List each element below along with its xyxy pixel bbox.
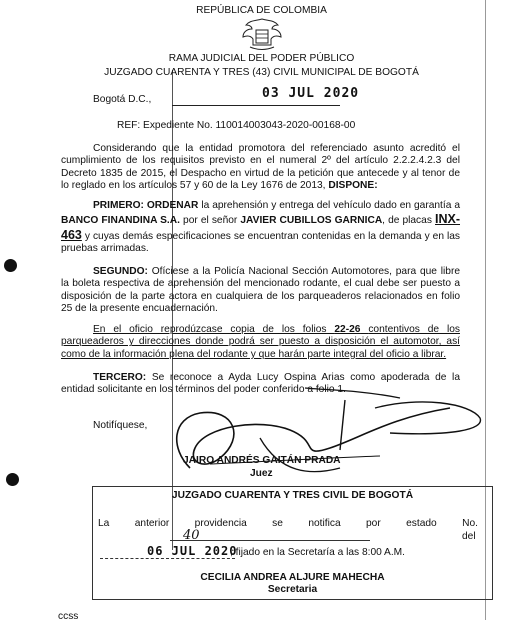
debtor-name: JAVIER CUBILLOS GARNICA xyxy=(240,215,383,227)
punch-hole-top xyxy=(4,259,17,272)
notice-fixed-text: , fijado en la Secretaría a las 8:00 A.M. xyxy=(230,547,405,558)
primero-text-a: la aprehensión y entrega del vehículo dado en garantía a xyxy=(201,200,460,211)
creditor-name: BANCO FINANDINA S.A. xyxy=(61,215,180,227)
notice-word-3: providencia xyxy=(194,518,247,529)
notice-word-2: anterior xyxy=(134,518,170,529)
paragraph-considerando xyxy=(61,143,460,193)
tercero-text: Se reconoce a Ayda Lucy Ospina Arias como apoderada de la entidad solicitante en los términos del poder conferido a folio 1. xyxy=(61,372,460,396)
notice-date-underline xyxy=(100,558,235,559)
city-label: Bogotá D.C., xyxy=(93,94,152,105)
court-name: JUZGADO CUARENTA Y TRES (43) CIVIL MUNICIPAL DE BOGOTÁ xyxy=(104,67,419,78)
primero-text-b: por el señor xyxy=(183,215,238,227)
typist-initials: ccss xyxy=(58,611,79,622)
notify-label: Notifíquese, xyxy=(93,420,148,431)
notice-word-7: estado xyxy=(406,518,437,529)
notice-del: del xyxy=(462,531,476,542)
notice-word-4: se xyxy=(272,518,283,529)
republic-title: REPÚBLICA DE COLOMBIA xyxy=(196,5,327,16)
segundo-label: SEGUNDO: xyxy=(93,266,148,277)
date-stamp: 03 JUL 2020 xyxy=(262,86,360,101)
secretary-role: Secretaria xyxy=(267,584,318,595)
estado-underline xyxy=(170,540,370,541)
paragraph-segundo xyxy=(61,266,460,316)
notice-stamp-date: 06 JUL 2020 xyxy=(147,544,238,558)
judge-title: Juez xyxy=(250,468,273,479)
case-reference: REF: Expediente No. 110014003043-2020-00168-00 xyxy=(117,120,356,131)
judge-name: JAIRO ANDRÉS GAITÁN PRADA xyxy=(183,455,341,466)
folios-text-a: En el oficio reprodúzcase copia de los folios xyxy=(93,324,327,335)
paragraph-folios xyxy=(61,324,460,361)
vehicle-plate: INX-463 xyxy=(61,212,460,242)
segundo-text: Ofíciese a la Policía Nacional Sección Automotores, para que libre la boleta respectiva de aprehensión del mencionado rodante, el cual debe ser puesto a disposición de la parte actora en cualquiera de los parqueaderos relacionados en folio 25 de la presente encuadernación. xyxy=(61,266,460,315)
considerando-text: Considerando que la entidad promotora del referenciado asunto acreditó el cumplimiento de los requisitos previsto en el numeral 2º del artículo 2.2.2.4.2.3 del Decreto 1835 de 2015, el Despacho en virtud de la petición que antecede y al tenor de lo reglado en los artículos 57 y 60 de la Ley 1676 de 2013, xyxy=(61,143,460,192)
notice-word-8: No. xyxy=(462,518,478,529)
tercero-label: TERCERO: xyxy=(93,372,147,383)
dispone-label: DISPONE: xyxy=(328,180,378,192)
handwritten-signature xyxy=(150,378,495,488)
primero-text-d: y cuyas demás especificaciones se encuentran contenidas en la demanda y en las pruebas arrimadas. xyxy=(61,230,460,255)
primero-label: PRIMERO: ORDENAR xyxy=(93,200,199,211)
secretary-name: CECILIA ANDREA ALJURE MAHECHA xyxy=(200,572,385,583)
notice-word-5: notifica xyxy=(308,518,341,529)
paragraph-primero xyxy=(61,200,460,256)
notice-word-1: La xyxy=(98,518,110,529)
estado-number: 40 xyxy=(183,528,200,543)
notice-word-6: por xyxy=(366,518,381,529)
judicial-branch: RAMA JUDICIAL DEL PODER PÚBLICO xyxy=(168,53,355,64)
coat-of-arms-icon xyxy=(240,17,284,53)
notice-line-1 xyxy=(98,518,478,530)
date-underline xyxy=(172,105,340,106)
notice-court: JUZGADO CUARENTA Y TRES CIVIL DE BOGOTÁ xyxy=(171,490,414,501)
folios-range: 22-26 xyxy=(334,324,361,335)
primero-text-c: , de placas xyxy=(382,215,432,227)
folios-text-b: contentivos de los parqueaderos y direcciones donde podrá ser puesto a disposición el automotor, así como de la información plena del rodante y que harán parte integral del oficio a librar. xyxy=(61,324,460,360)
punch-hole-bottom xyxy=(6,473,19,486)
